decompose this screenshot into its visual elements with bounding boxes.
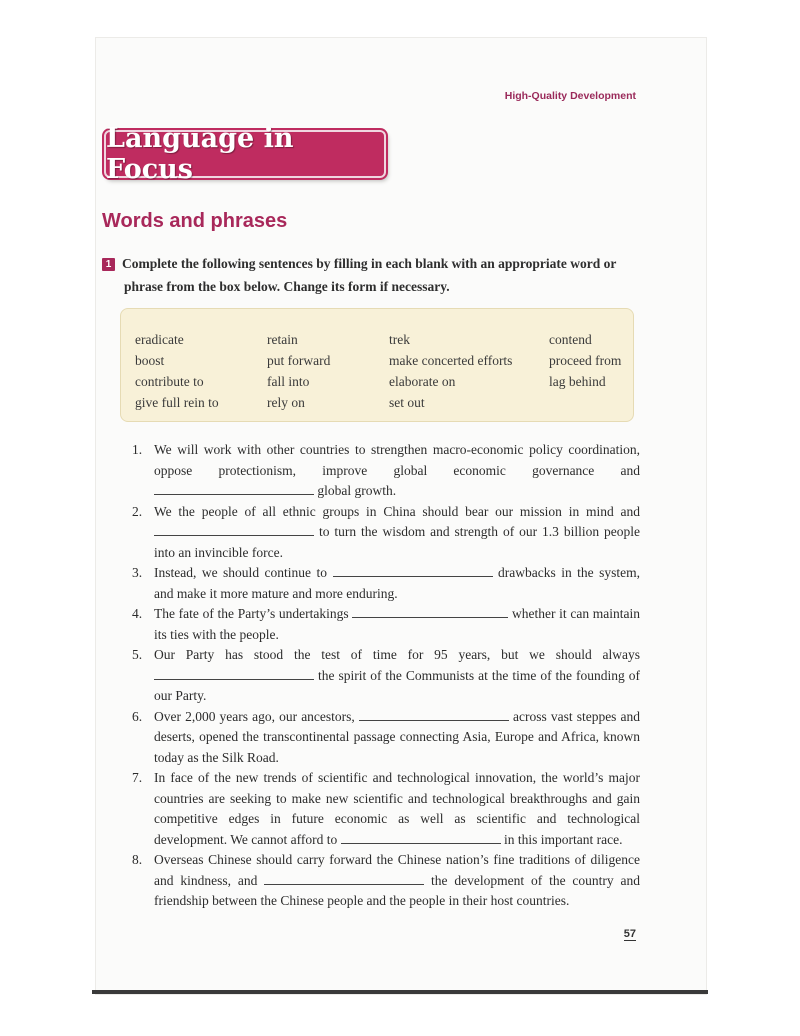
word-item: put forward [267, 353, 331, 368]
question-number: 2. [132, 503, 143, 519]
question-list [132, 440, 640, 912]
question-item [132, 604, 640, 645]
word-item: eradicate [135, 332, 184, 347]
running-head: High-Quality Development [504, 90, 636, 102]
word-item: contribute to [135, 374, 204, 389]
answer-blank[interactable] [154, 522, 314, 536]
banner-title: Language in Focus [106, 123, 294, 185]
word-item: contend [549, 332, 592, 347]
word-item: elaborate on [389, 374, 456, 389]
question-text: global growth. [317, 483, 397, 498]
word-item: boost [135, 353, 165, 368]
question-text: We the people of all ethnic groups in China should bear our mission in mind and [154, 503, 640, 519]
word-column [549, 329, 621, 392]
question-text: Instead, we should continue to [154, 565, 328, 580]
word-column [389, 329, 512, 413]
word-item: fall into [267, 374, 310, 389]
word-item: trek [389, 332, 410, 347]
word-item: retain [267, 332, 298, 347]
answer-blank[interactable] [359, 707, 509, 721]
question-number: 3. [132, 565, 143, 580]
answer-blank[interactable] [341, 830, 501, 844]
answer-blank[interactable] [333, 563, 493, 577]
word-column [267, 329, 330, 413]
question-text: Over 2,000 years ago, our ancestors, [154, 708, 355, 724]
answer-blank[interactable] [352, 604, 508, 618]
question-text: in this important race. [503, 831, 623, 847]
word-item: rely on [267, 395, 305, 410]
word-item: set out [389, 395, 425, 410]
question-text: the spirit of the Communists at the time of the founding of our Party. [154, 667, 640, 703]
question-text: across vast steppes and deserts, opened the transcontinental passage connecting Asia, Europe and Africa, known today as the Silk Road. [154, 708, 641, 765]
question-item [132, 563, 640, 604]
question-text: to turn the wisdom and strength of our 1.3 billion people into an invincible force. [154, 524, 641, 560]
question-text: drawbacks in the system, and make it more mature and more enduring. [154, 565, 641, 601]
page-edge [92, 990, 708, 994]
word-item: give full rein to [135, 395, 219, 410]
question-text: Our Party has stood the test of time for 95 years, but we should always [154, 647, 640, 662]
instruction-line-1: Complete the following sentences by filling in each blank with an appropriate word or [122, 256, 617, 271]
question-number: 1. [132, 442, 143, 457]
answer-blank[interactable] [154, 481, 314, 495]
answer-blank[interactable] [264, 871, 424, 885]
question-item [132, 850, 640, 912]
question-number: 8. [132, 852, 143, 867]
question-text: whether it can maintain its ties with the people. [154, 606, 641, 642]
word-item: make concerted efforts [389, 353, 513, 368]
answer-blank[interactable] [154, 666, 314, 680]
section-heading: Words and phrases [102, 210, 288, 232]
word-item: proceed from [549, 353, 622, 368]
question-text: the development of the country and friendship between the Chinese people and the people in their host countries. [154, 872, 641, 908]
question-item [132, 502, 640, 564]
question-item [132, 768, 640, 850]
question-text: In face of the new trends of scientific and technological innovation, the world’s major countries are seeking to make new scientific and technological breakthroughs and gain competitive edges in future economic as well as scientific and technological development. We cannot afford to [154, 770, 640, 847]
question-text: The fate of the Party’s undertakings [154, 606, 349, 621]
question-text: We will work with other countries to strengthen macro-economic policy coordination, oppose protectionism, improve global economic governance and [154, 442, 640, 478]
textbook-page [96, 38, 706, 994]
banner [104, 123, 386, 185]
instruction-line-2: phrase from the box below. Change its form if necessary. [124, 279, 450, 294]
word-item: lag behind [549, 374, 606, 389]
page-number: 57 [623, 928, 636, 940]
question-item [132, 707, 640, 769]
exercise-instruction [102, 252, 642, 298]
question-number: 6. [132, 708, 143, 724]
exercise-number-badge: 1 [102, 258, 115, 271]
question-text: Overseas Chinese should carry forward the Chinese nation’s fine traditions of diligence and kindness, and [154, 852, 640, 888]
question-number: 4. [132, 606, 143, 621]
question-item [132, 440, 640, 502]
question-item [132, 645, 640, 707]
word-column [135, 329, 219, 413]
question-number: 5. [132, 647, 143, 662]
question-number: 7. [132, 770, 143, 785]
word-box [120, 308, 634, 422]
